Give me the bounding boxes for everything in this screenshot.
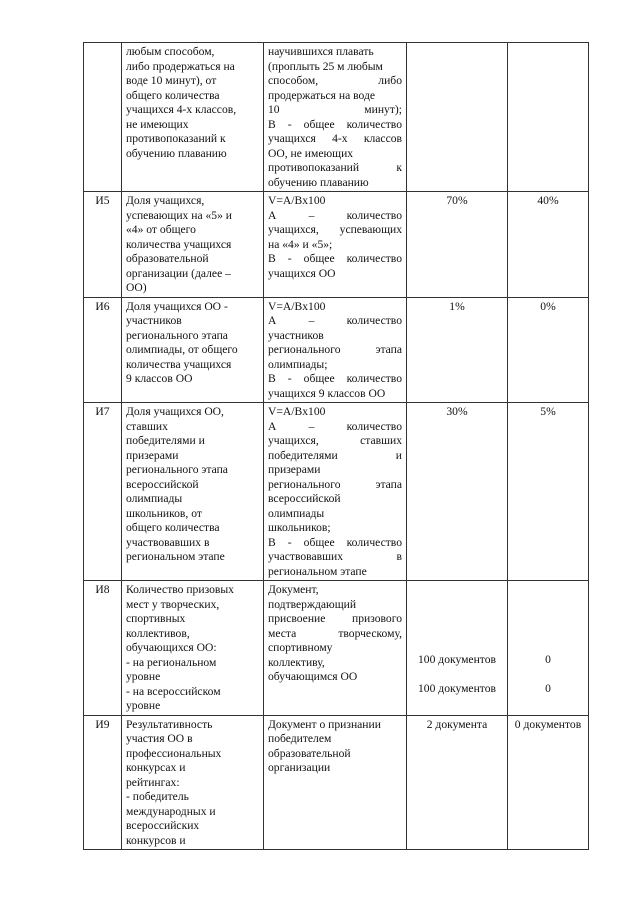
calculation-formula (264, 715, 407, 850)
calculation-formula (264, 192, 407, 298)
indicator-name (122, 43, 264, 192)
indicator-line: образовательной (126, 252, 209, 265)
indicator-line: международных и (126, 804, 216, 818)
target-value: 70% (407, 192, 508, 298)
formula-line: учащихся 9 классов ОО (268, 386, 386, 400)
calculation-formula (264, 297, 407, 403)
formula-line: научившихся плавать (268, 45, 374, 58)
formula-line: образовательной (268, 746, 351, 760)
formula-line: А – количество (268, 208, 402, 222)
formula-line: учащихся ОО (268, 266, 336, 280)
formula-line: присвоение призового (268, 612, 402, 625)
target-value: 2 документа (407, 715, 508, 850)
formula-line: школьников; (268, 521, 331, 534)
formula-line: В - общее количество (268, 535, 402, 549)
formula-line: А – количество (268, 419, 402, 433)
current-value (508, 43, 589, 192)
current-value: 5% (508, 403, 589, 581)
formula-line: олимпиады; (268, 357, 328, 371)
indicator-line: Результативность (126, 717, 213, 731)
indicator-line: обучению плаванию (126, 146, 227, 160)
indicator-line: участников (126, 314, 182, 327)
indicator-name (122, 192, 264, 298)
indicator-code: И7 (84, 403, 122, 581)
indicator-line: всероссийских (126, 819, 200, 832)
spacer (411, 625, 503, 639)
indicator-line: воде 10 минут), от (126, 74, 217, 87)
table-row (84, 297, 589, 403)
spacer (512, 668, 584, 682)
spacer (512, 583, 584, 597)
indicator-line: учащихся 4-х классов, (126, 103, 237, 116)
indicator-line: - на региональном (126, 655, 217, 669)
indicator-code: И8 (84, 581, 122, 716)
indicator-line: Доля учащихся ОО - (126, 299, 228, 313)
indicator-line: участвовавших в (126, 535, 210, 549)
table-row (84, 403, 589, 581)
indicator-line: количества учащихся (126, 237, 232, 251)
formula-line: подтверждающий (268, 597, 357, 611)
indicator-line: призерами (126, 448, 179, 462)
formula-line: призерами (268, 463, 321, 476)
indicator-name (122, 715, 264, 850)
formula-line: участников (268, 328, 324, 342)
indicator-line: участия ОО в (126, 732, 193, 745)
target-value (407, 43, 508, 192)
indicator-line: регионального этапа (126, 463, 228, 476)
indicator-line: Доля учащихся, (126, 194, 205, 207)
federal-level-value: 0 (545, 681, 551, 695)
indicator-line: 9 классов ОО (126, 372, 193, 385)
spacer (411, 668, 503, 682)
formula-line: регионального этапа (268, 343, 402, 356)
formula-line: обучению плаванию (268, 175, 369, 189)
formula-line: учащихся 4-х классов (268, 132, 402, 145)
formula-line: V=A/Bx100 (268, 299, 326, 313)
formula-line: региональном этапе (268, 564, 367, 578)
indicator-line: олимпиады, от общего (126, 343, 238, 356)
formula-line: обучающимся ОО (268, 670, 358, 683)
formula-line: V=A/Bx100 (268, 405, 326, 418)
indicator-line: спортивных (126, 612, 186, 625)
indicator-line: «4» от общего (126, 223, 196, 236)
table-row (84, 715, 589, 850)
formula-line: А – количество (268, 314, 402, 327)
federal-level-value: 100 документов (418, 681, 496, 695)
indicator-line: обучающихся ОО: (126, 641, 217, 654)
formula-line: Документ, (268, 583, 319, 596)
indicator-line: регионального этапа (126, 328, 228, 342)
indicator-code: И5 (84, 192, 122, 298)
indicator-line: конкурсов и (126, 833, 186, 847)
indicator-line: противопоказаний к (126, 132, 226, 145)
indicator-line: конкурсах и (126, 761, 186, 774)
formula-line: места творческому, (268, 626, 402, 640)
table-row (84, 581, 589, 716)
formula-line: В - общее количество (268, 252, 402, 265)
indicator-line: коллективов, (126, 626, 190, 640)
indicator-line: - победитель (126, 790, 189, 803)
target-value: 1% (407, 297, 508, 403)
indicator-line: ОО) (126, 281, 147, 294)
indicator-line: мест у творческих, (126, 597, 220, 611)
indicator-line: - на всероссийском (126, 684, 221, 698)
formula-line: 10 минут); (268, 103, 402, 116)
formula-line: учащихся, успевающих (268, 223, 402, 236)
indicator-line: победителями и (126, 434, 205, 447)
table-row (84, 43, 589, 192)
formula-line: способом, либо (268, 74, 402, 87)
formula-line: противопоказаний к (268, 161, 402, 174)
indicator-name (122, 297, 264, 403)
indicator-code (84, 43, 122, 192)
spacer (411, 583, 503, 597)
indicator-code: И9 (84, 715, 122, 850)
formula-line: Документ о признании (268, 717, 381, 731)
spacer (512, 625, 584, 639)
formula-line: участвовавших в (268, 550, 402, 563)
calculation-formula (264, 403, 407, 581)
indicator-name (122, 403, 264, 581)
indicator-line: ставших (126, 419, 168, 433)
current-value: 40% (508, 192, 589, 298)
indicator-line: любым способом, (126, 45, 215, 58)
indicator-line: организации (далее – (126, 266, 231, 280)
regional-level-value: 100 документов (418, 653, 496, 666)
indicator-name (122, 581, 264, 716)
formula-line: победителем (268, 732, 332, 745)
target-value (407, 581, 508, 716)
target-value: 30% (407, 403, 508, 581)
indicator-line: успевающих на «5» и (126, 208, 232, 222)
spacer (411, 639, 503, 653)
current-value (508, 581, 589, 716)
indicator-line: школьников, от (126, 506, 202, 520)
spacer (411, 611, 503, 625)
spacer (512, 597, 584, 611)
formula-line: (проплыть 25 м любым (268, 59, 383, 73)
indicator-line: Количество призовых (126, 583, 234, 596)
spacer (512, 639, 584, 653)
indicator-line: не имеющих (126, 117, 189, 131)
formula-line: регионального этапа (268, 477, 402, 491)
formula-line: всероссийской (268, 492, 341, 505)
formula-line: коллективу, (268, 655, 325, 669)
spacer (411, 597, 503, 611)
formula-line: учащихся, ставших (268, 434, 402, 447)
indicator-line: региональном этапе (126, 550, 225, 563)
table-row (84, 192, 589, 298)
current-value: 0 документов (508, 715, 589, 850)
formula-line: V=A/Bx100 (268, 194, 326, 207)
indicator-line: олимпиады (126, 492, 183, 505)
indicator-line: рейтингах: (126, 775, 180, 789)
indicator-line: Доля учащихся ОО, (126, 405, 224, 418)
indicator-line: всероссийской (126, 477, 199, 491)
indicator-line: либо продержаться на (126, 59, 235, 73)
formula-line: победителями и (268, 448, 402, 462)
indicator-line: общего количества (126, 88, 220, 102)
spacer (512, 611, 584, 625)
calculation-formula (264, 581, 407, 716)
formula-line: спортивному (268, 641, 333, 654)
indicator-line: уровне (126, 699, 161, 712)
calculation-formula (264, 43, 407, 192)
current-value: 0% (508, 297, 589, 403)
formula-line: на «4» и «5»; (268, 237, 333, 251)
formula-line: В - общее количество (268, 372, 402, 385)
formula-line: ОО, не имеющих (268, 146, 354, 160)
formula-line: олимпиады (268, 506, 325, 520)
formula-line: В - общее количество (268, 117, 402, 131)
indicator-line: общего количества (126, 521, 220, 534)
formula-line: продержаться на воде (268, 88, 376, 102)
indicators-table (83, 42, 589, 850)
indicator-code: И6 (84, 297, 122, 403)
indicator-line: профессиональных (126, 746, 222, 760)
regional-level-value: 0 (545, 653, 551, 666)
formula-line: организации (268, 761, 331, 774)
indicator-line: уровне (126, 670, 161, 683)
indicator-line: количества учащихся (126, 357, 232, 371)
